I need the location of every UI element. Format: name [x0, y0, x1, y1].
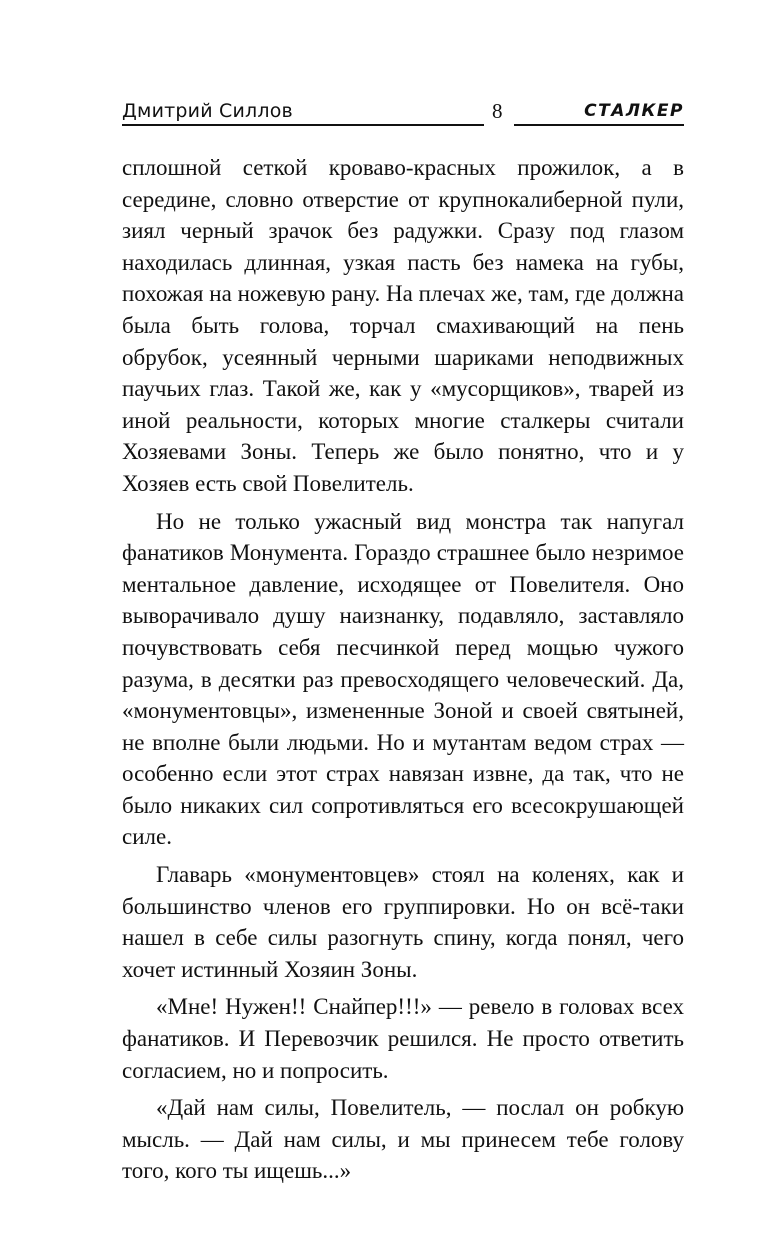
paragraph: Главарь «монументовцев» стоял на коленях, как и большинство членов его группировки. Но он всё-таки нашел в себе силы разогнуть спину, когда понял, чего хочет истинный Хозяин Зоны.	[122, 862, 684, 982]
header-rule-right	[514, 124, 684, 126]
paragraph: «Дай нам силы, Повелитель, — послал он робкую мысль. — Дай нам силы, и мы принесем тебе голову того, кого ты ищешь...»	[122, 1095, 684, 1184]
header-rule-left	[122, 124, 484, 126]
running-head-series: СТАЛКЕР	[584, 101, 684, 121]
running-head-author: Дмитрий Силлов	[122, 100, 293, 122]
paragraph: «Мне! Нужен!! Снайпер!!!» — ревело в головах всех фанатиков. И Перевозчик решился. Не просто ответить согласием, но и попросить.	[122, 994, 684, 1083]
body-text	[122, 152, 684, 1193]
paragraph-continued: сплошной сеткой кроваво-красных прожилок, а в середине, словно отверстие от крупнокалиберной пули, зиял черный зрачок без радужки. Сразу под глазом находилась длинная, узкая пасть без намека на губы, похожая на ножевую рану. На плечах же, там, где должна была быть голова, торчал смахивающий на пень обрубок, усеянный черными шариками неподвижных паучьих глаз. Такой же, как у «мусорщиков», тварей из иной реальности, которых многие сталкеры считали Хозяевами Зоны. Теперь же было понятно, что и у Хозяев есть свой Повелитель.	[122, 155, 684, 496]
paragraph: Но не только ужасный вид монстра так напугал фанатиков Монумента. Гораздо страшнее было незримое ментальное давление, исходящее от Повелителя. Оно выворачивало душу наизнанку, подавляло, заставляло почувствовать себя песчинкой перед мощью чужого разума, в десятки раз превосходящего человеческий. Да, «монументовцы», измененные Зоной и своей святыней, не вполне были людьми. Но и мутантам ведом страх — особенно если этот страх навязан извне, да так, что не было никаких сил сопротивляться его всесокрушающей силе.	[122, 508, 684, 850]
page-number: 8	[492, 99, 503, 123]
